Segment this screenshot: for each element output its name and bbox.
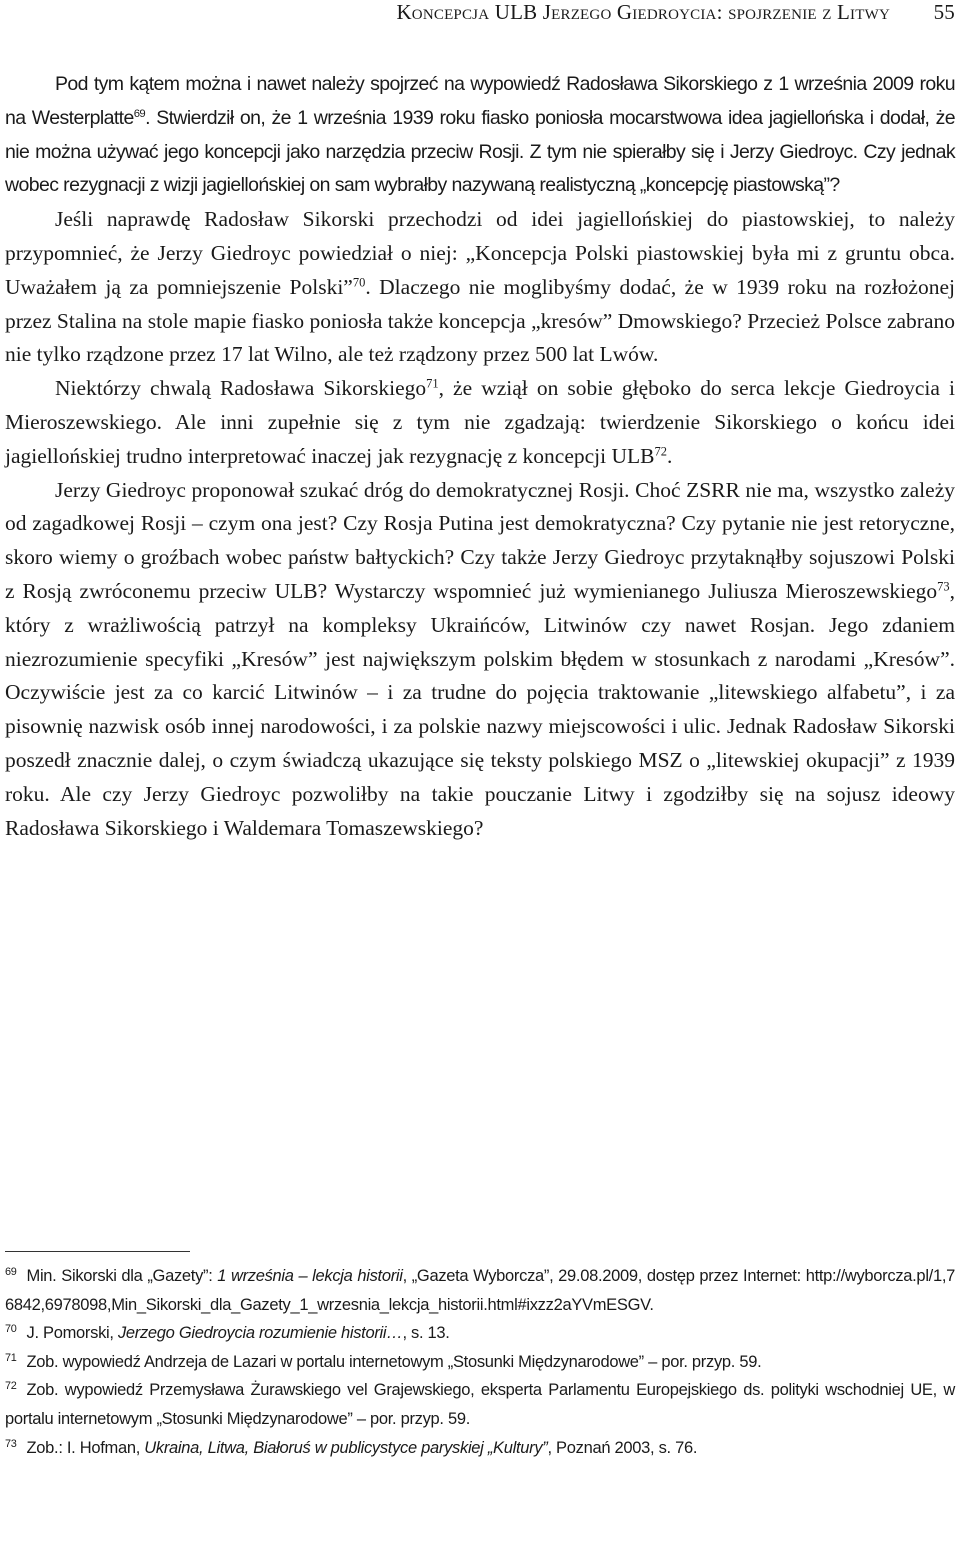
footnote-divider [5, 1251, 190, 1252]
footnote-ref-73[interactable]: 73 [937, 579, 950, 594]
paragraph-2 [5, 203, 955, 372]
footnote-url[interactable]: http://wyborcza.pl/1,76842,6978098,Min_Sikorski_dla_Gazety_1_wrzesnia_lekcja_historii.html#ixzz2aYVmESGV [5, 1267, 955, 1314]
main-text [5, 68, 955, 845]
footnote-text: , s. 13. [402, 1324, 450, 1343]
footnote-text: . [649, 1295, 654, 1314]
paragraph-text: Jerzy Giedroyc proponował szukać dróg do demokratycznej Rosji. Choć ZSRR nie ma, wszystko zależy od zagadkowej Rosji – czym ona jest? Czy Rosja Putina jest demokratyczna? Czy pytanie nie jest retoryczne, skoro wiemy o groźbach wobec państw bałtyckich? Czy także Jerzy Giedroyc przytaknąłby sojuszowi Polski z Rosją zwróconemu przeciw ULB? Wystarczy wspomnieć już wymienianego Juliusza Mieroszewskiego [5, 477, 955, 603]
footnote-text: J. Pomorski, [26, 1324, 118, 1343]
footnote-text: Zob.: I. Hofman, [26, 1438, 145, 1457]
footnote-ref-71[interactable]: 71 [426, 376, 439, 391]
footnote-text: , Poznań 2003, s. 76. [547, 1438, 698, 1457]
footnote-ref-70[interactable]: 70 [352, 275, 366, 290]
paragraph-text: . Dlaczego nie moglibyśmy dodać, że w 1939 roku na rozłożonej przez Stalina na stole mapie fiasko poniosła także koncepcja „kresów” Dmowskiego? Przecież Polsce zabrano nie tylko rządzone przez 17 lat Wilno, ale też rządzony przez 500 lat Lwów. [5, 274, 955, 367]
paragraph-text: , że wziął on sobie głęboko do serca lekcje Giedroycia i Mieroszewskiego. Ale inni zupełnie się z tym nie zgadzają: twierdzenie Sikorskiego o końcu idei jagiellońskiej trudno interpretować inaczej jak rezygnację z koncepcji ULB [5, 376, 955, 468]
page-number: 55 [933, 0, 955, 24]
footnote-73 [5, 1434, 955, 1463]
paragraph-text: , który z wrażliwością patrzył na kompleksy Ukraińców, Litwinów czy nawet Rosjan. Jego zdaniem niezrozumienie specyfiki „Kresów” jest największym polskim błędem w stosunkach z narodami „Kresów”. Oczywiście jest za co karcić Litwinów – i za trudne do pojęcia traktowanie „litewskiego alfabetu”, i za pisownię nazwisk osób innej narodowości, i za polskie nazwy miejscowości i ulic. Jednak Radosław Sikorski poszedł znacznie dalej, o czym świadczą ukazujące się teksty polskiego MSZ o „litewskiej okupacji” z 1939 roku. Ale czy Jerzy Giedroyc pozwoliłby na takie pouczanie Litwy i zgodziłby się na sojusz ideowy Radosława Sikorskiego i Waldemara Tomaszewskiego? [5, 578, 955, 840]
running-head [0, 0, 960, 30]
footnote-mark: 72 [5, 1380, 17, 1393]
paragraph-3 [5, 372, 955, 473]
footnote-71 [5, 1348, 955, 1377]
footnote-70 [5, 1319, 955, 1348]
paragraph-text: . Stwierdził on, że 1 września 1939 roku fiasko poniosła mocarstwowa idea jagiellońska i dodał, że nie można używać jego koncepcji jako narzędzia przeciw Rosji. Z tym nie spierałby się i Jerzy Giedroyc. Czy jednak wobec rezygnacji z wizji jagiellońskiej on sam wybrałby nazywaną realistyczną „koncepcję piastowską”? [5, 106, 955, 197]
footnote-mark: 71 [5, 1351, 17, 1364]
paragraph-text: Pod tym kątem można i nawet należy spojrzeć na wypowiedź Radosława Sikorskiego z 1 września 2009 roku na Westerplatte [5, 73, 955, 129]
footnote-title: 1 września – lekcja historii [217, 1267, 403, 1285]
paragraph-4 [5, 474, 955, 846]
footnote-mark: 69 [5, 1266, 17, 1279]
footnote-ref-69[interactable]: 69 [133, 107, 146, 120]
footnote-title: Jerzego Giedroycia rozumienie historii… [117, 1324, 403, 1343]
footnote-text: Zob. wypowiedź Przemysława Żurawskiego vel Grajewskiego, eksperta Parlamentu Europejskiego ds. polityki wschodniej UE, w portalu internetowym „Stosunki Międzynarodowe” – por. przyp. 59. [5, 1381, 955, 1428]
footnotes [5, 1262, 955, 1462]
footnote-mark: 73 [5, 1437, 17, 1450]
footnote-ref-72[interactable]: 72 [654, 444, 667, 459]
paragraph-text: Jeśli naprawdę Radosław Sikorski przechodzi od idei jagiellońskiej do piastowskiej, to należy przypomnieć, że Jerzy Giedroyc powiedział o niej: „Koncepcja Polski piastowskiej była mi z gruntu obca. Uważałem ją za pomniejszenie Polski” [5, 207, 955, 299]
paragraph-1 [5, 68, 955, 203]
footnote-title: Ukraina, Litwa, Białoruś w publicystyce paryskiej „Kultury” [144, 1438, 548, 1457]
footnote-text: Zob. wypowiedź Andrzeja de Lazari w portalu internetowym „Stosunki Międzynarodowe” – por. przyp. 59. [26, 1352, 762, 1371]
paragraph-text: Niektórzy chwalą Radosława Sikorskiego [55, 376, 427, 401]
running-title: Koncepcja ULB Jerzego Giedroycia: spojrzenie z Litwy [396, 0, 890, 24]
footnote-mark: 70 [5, 1323, 17, 1336]
footnote-text: , „Gazeta Wyborcza”, 29.08.2009, dostęp przez Internet: [402, 1267, 806, 1285]
footnote-text: Min. Sikorski dla „Gazety”: [26, 1267, 218, 1285]
footnote-69 [5, 1262, 955, 1319]
paragraph-text: . [666, 443, 673, 468]
footnote-72 [5, 1376, 955, 1433]
